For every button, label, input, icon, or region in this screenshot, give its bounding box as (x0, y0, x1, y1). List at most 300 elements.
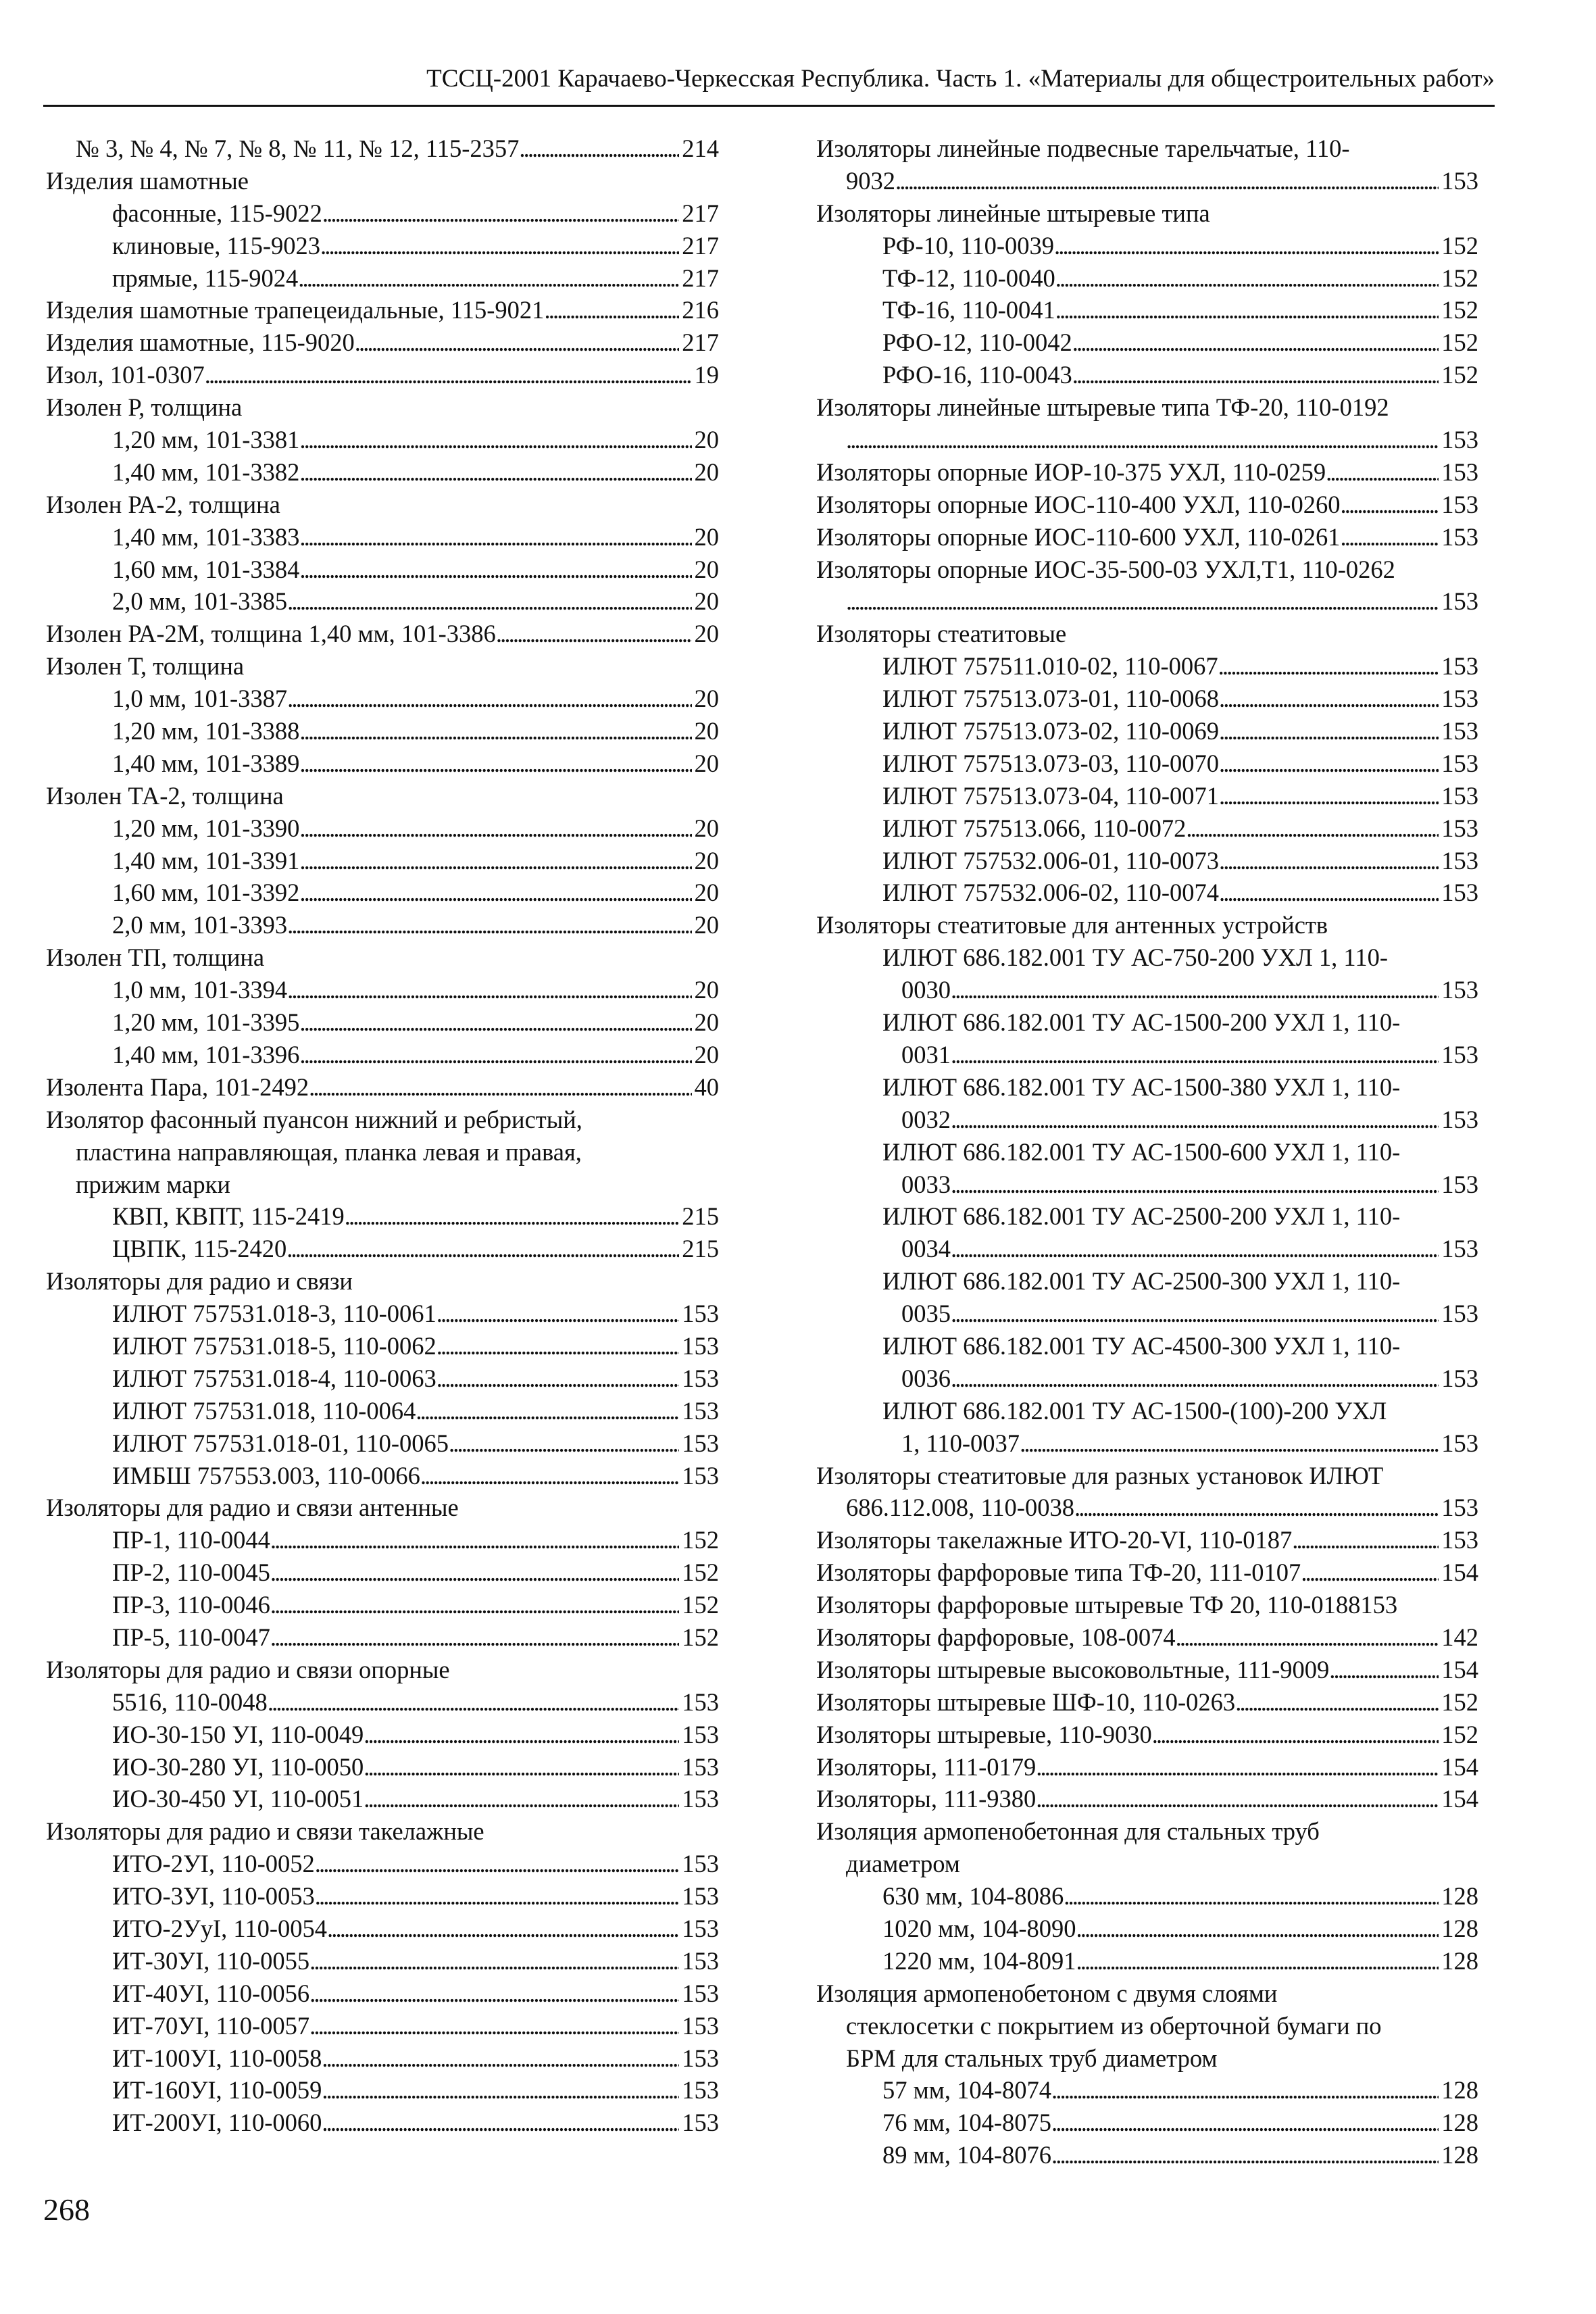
entry-page-number: 153 (1441, 1235, 1478, 1263)
dot-leader (519, 132, 679, 165)
index-entry (46, 1395, 719, 1427)
entry-text: Изолента Пара, 101-2492 (46, 1073, 309, 1101)
entry-page-number: 153 (1441, 1170, 1478, 1198)
entry-page-number: 153 (682, 2109, 719, 2137)
entry-text: 1, 110-0037 (901, 1429, 1020, 1457)
index-entry (46, 456, 719, 489)
entry-page-number: 20 (694, 620, 719, 648)
index-entry (816, 845, 1478, 877)
entry-text: Изоляторы линейные подвесные тарельчатые, 110- (816, 134, 1350, 162)
dot-leader (327, 1913, 679, 1945)
index-entry (816, 650, 1478, 683)
dot-leader (1054, 230, 1439, 262)
entry-text: прижим марки (76, 1170, 230, 1198)
index-entry (46, 812, 719, 845)
dot-leader (299, 521, 691, 553)
entry-page-number: 153 (682, 1396, 719, 1425)
index-entry (816, 1330, 1478, 1362)
index-entry (46, 489, 719, 521)
entry-text: Изолен РА-2, толщина (46, 490, 280, 518)
dot-leader (205, 359, 692, 391)
entry-text: 76 мм, 104-8075 (882, 2109, 1051, 2137)
dot-leader (355, 326, 680, 359)
index-entry (46, 1621, 719, 1654)
index-entry (816, 1654, 1478, 1686)
dot-leader (846, 424, 1439, 456)
entry-page-number: 20 (694, 426, 719, 454)
dot-leader (1051, 2107, 1439, 2139)
index-entry (816, 1006, 1478, 1039)
entry-text: ИЛЮТ 757531.018-01, 110-0065 (112, 1429, 449, 1457)
index-entry (46, 1492, 719, 1524)
dot-leader (951, 974, 1439, 1006)
entry-text: КВП, КВПТ, 115-2419 (112, 1202, 345, 1231)
entry-text: Изоляторы фарфоровые типа ТФ-20, 111-0107 (816, 1558, 1301, 1587)
index-entry (46, 1848, 719, 1880)
index-entry (46, 2074, 719, 2107)
entry-page-number: 216 (682, 296, 719, 324)
entry-text: прямые, 115-9024 (112, 264, 299, 292)
entry-text: ИТ-200УI, 110-0060 (112, 2109, 322, 2137)
index-entry (46, 1006, 719, 1039)
entry-page-number: 153 (682, 1688, 719, 1716)
entry-text: ИО-30-450 УI, 110-0051 (112, 1785, 364, 1813)
index-entry (816, 1783, 1478, 1815)
entry-text: Изоляторы фарфоровые штыревые ТФ 20, 110-0188153 (816, 1591, 1398, 1619)
index-entry (816, 1200, 1478, 1233)
entry-text: ПР-3, 110-0046 (112, 1591, 270, 1619)
entry-text: 1020 мм, 104-8090 (882, 1914, 1076, 1942)
dot-leader (364, 1783, 679, 1815)
index-column-right (816, 132, 1478, 2171)
entry-text: ИТ-160УI, 110-0059 (112, 2076, 322, 2104)
index-entry (46, 1362, 719, 1395)
entry-text: ИЛЮТ 757532.006-02, 110-0074 (882, 879, 1219, 907)
dot-leader (1219, 780, 1439, 812)
index-entry (46, 391, 719, 424)
index-entry (816, 165, 1478, 197)
entry-text: ИО-30-280 УI, 110-0050 (112, 1752, 364, 1781)
entry-text: 686.112.008, 110-0038 (846, 1494, 1074, 1522)
dot-leader (951, 1168, 1439, 1201)
entry-page-number: 152 (1441, 296, 1478, 324)
entry-page-number: 20 (694, 749, 719, 777)
entry-page-number: 153 (682, 1429, 719, 1457)
dot-leader (299, 845, 691, 877)
entry-text: Изоляция армопенобетоном с двумя слоями (816, 1979, 1278, 2007)
index-entry (816, 262, 1478, 295)
index-entry (46, 845, 719, 877)
index-entry (816, 1848, 1478, 1880)
dot-leader (299, 1039, 691, 1071)
dot-leader (1051, 2074, 1439, 2107)
entry-text: ИТО-2УI, 110-0052 (112, 1850, 315, 1878)
dot-leader (268, 1686, 679, 1719)
dot-leader (287, 683, 691, 715)
entry-text: 1,40 мм, 101-3396 (112, 1040, 300, 1068)
dot-leader (320, 230, 679, 262)
entry-text: ИТ-70УI, 110-0057 (112, 2011, 310, 2040)
dot-leader (322, 2042, 679, 2075)
dot-leader (298, 262, 679, 295)
index-entry (816, 1977, 1478, 2010)
index-entry (46, 1686, 719, 1719)
index-entry (46, 1168, 719, 1201)
entry-page-number: 153 (1441, 587, 1478, 616)
entry-text: диаметром (846, 1850, 960, 1878)
index-entry (816, 1751, 1478, 1783)
entry-text: Изол, 101-0307 (46, 361, 205, 389)
entry-text: 1,20 мм, 101-3388 (112, 717, 300, 745)
dot-leader (322, 2074, 679, 2107)
index-entry (46, 294, 719, 326)
dot-leader (1076, 1913, 1439, 1945)
dot-leader (1340, 489, 1439, 521)
index-entry (46, 2107, 719, 2139)
entry-text: Изоляторы опорные ИОС-35-500-03 УХЛ,Т1, 110-0262 (816, 555, 1395, 583)
entry-text: 1,0 мм, 101-3394 (112, 976, 288, 1004)
entry-page-number: 152 (682, 1591, 719, 1619)
index-entry (816, 2139, 1478, 2171)
entry-page-number: 153 (1441, 846, 1478, 875)
entry-page-number: 20 (694, 1040, 719, 1068)
dot-leader (846, 585, 1439, 618)
dot-leader (364, 1751, 679, 1783)
entry-page-number: 153 (682, 1914, 719, 1942)
entry-page-number: 20 (694, 717, 719, 745)
entry-page-number: 153 (1441, 1300, 1478, 1328)
entry-page-number: 153 (682, 1461, 719, 1490)
entry-page-number: 153 (682, 1331, 719, 1360)
entry-text: 0030 (901, 976, 951, 1004)
dot-leader (322, 2107, 679, 2139)
entry-text: Изоляторы, 111-9380 (816, 1785, 1037, 1813)
entry-page-number: 153 (682, 1946, 719, 1975)
index-entry (816, 1945, 1478, 1977)
index-entry (46, 909, 719, 941)
dot-leader (496, 618, 692, 650)
dot-leader (1036, 1783, 1439, 1815)
entry-page-number: 153 (1441, 522, 1478, 551)
index-entry (816, 1815, 1478, 1848)
entry-text: ИЛЮТ 757513.066, 110-0072 (882, 814, 1187, 842)
entry-text: № 3, № 4, № 7, № 8, № 11, № 12, 115-2357 (76, 134, 520, 162)
entry-page-number: 153 (1441, 166, 1478, 195)
index-entry (816, 1880, 1478, 1913)
dot-leader (1219, 845, 1439, 877)
index-entry (46, 941, 719, 974)
entry-text: ИЛЮТ 686.182.001 ТУ АС-1500-380 УХЛ 1, 110- (882, 1073, 1401, 1101)
index-entry (46, 1136, 719, 1168)
entry-text: ИЛЮТ 757513.073-01, 110-0068 (882, 685, 1219, 713)
entry-page-number: 19 (694, 361, 719, 389)
entry-text: фасонные, 115-9022 (112, 199, 322, 227)
header-rule (43, 105, 1495, 107)
index-entry (46, 683, 719, 715)
dot-leader (270, 1621, 679, 1654)
dot-leader (951, 1362, 1439, 1395)
dot-leader (1329, 1654, 1439, 1686)
entry-page-number: 153 (682, 1979, 719, 2007)
entry-text: 1,40 мм, 101-3382 (112, 458, 300, 486)
index-entry (816, 974, 1478, 1006)
entry-page-number: 154 (1441, 1558, 1478, 1587)
index-entry (46, 132, 719, 165)
entry-text: Изоляторы фарфоровые, 108-0074 (816, 1623, 1176, 1651)
entry-page-number: 20 (694, 587, 719, 616)
entry-text: пластина направляющая, планка левая и правая, (76, 1137, 582, 1166)
entry-text: 1,40 мм, 101-3389 (112, 749, 300, 777)
index-entry (46, 1298, 719, 1330)
dot-leader (449, 1427, 679, 1460)
entry-page-number: 153 (1441, 1429, 1478, 1457)
index-entry (46, 1589, 719, 1621)
index-entry (46, 1460, 719, 1492)
entry-text: Изоляторы линейные штыревые типа ТФ-20, 110-0192 (816, 393, 1389, 422)
entry-text: Изолен Р, толщина (46, 393, 243, 422)
entry-text: ТФ-12, 110-0040 (882, 264, 1055, 292)
entry-page-number: 153 (682, 1364, 719, 1392)
index-entry (46, 747, 719, 780)
index-entry (816, 2042, 1478, 2075)
index-entry (46, 197, 719, 230)
dot-leader (270, 1556, 679, 1589)
dot-leader (544, 294, 679, 326)
dot-leader (1076, 1945, 1439, 1977)
index-entry (816, 1104, 1478, 1136)
dot-leader (299, 1006, 691, 1039)
dot-leader (1055, 294, 1439, 326)
dot-leader (309, 1945, 679, 1977)
index-entry (816, 230, 1478, 262)
entry-page-number: 214 (682, 134, 719, 162)
entry-text: Изолен Т, толщина (46, 652, 245, 681)
entry-text: Изделия шамотные трапецеидальные, 115-9021 (46, 296, 545, 324)
index-entry (816, 941, 1478, 974)
index-entry (816, 553, 1478, 586)
entry-page-number: 153 (1441, 652, 1478, 681)
index-entry (816, 1362, 1478, 1395)
entry-page-number: 153 (1441, 814, 1478, 842)
dot-leader (1051, 2139, 1439, 2171)
index-entry (816, 909, 1478, 941)
index-entry (46, 1039, 719, 1071)
dot-leader (1072, 359, 1439, 391)
index-entry (816, 489, 1478, 521)
entry-text: 1,60 мм, 101-3384 (112, 555, 300, 583)
entry-text: Изоляторы такелажные ИТО-20-VI, 110-0187 (816, 1526, 1293, 1554)
entry-page-number: 20 (694, 685, 719, 713)
dot-leader (315, 1880, 680, 1913)
entry-text: ИТ-30УI, 110-0055 (112, 1946, 310, 1975)
entry-page-number: 154 (1441, 1785, 1478, 1813)
index-entry (46, 780, 719, 812)
entry-text: 2,0 мм, 101-3393 (112, 911, 288, 939)
entry-text: Изоляторы опорные ИОР-10-375 УХЛ, 110-0259 (816, 458, 1326, 486)
entry-page-number: 20 (694, 911, 719, 939)
entry-page-number: 20 (694, 555, 719, 583)
index-entry (816, 747, 1478, 780)
entry-page-number: 20 (694, 522, 719, 551)
dot-leader (1219, 715, 1439, 747)
entry-text: Изоляторы опорные ИОС-110-400 УХЛ, 110-0260 (816, 490, 1341, 518)
dot-leader (299, 553, 691, 586)
entry-page-number: 20 (694, 846, 719, 875)
dot-leader (951, 1233, 1439, 1265)
entry-text: Изоляторы стеатитовые для разных установок ИЛЮТ (816, 1461, 1384, 1490)
dot-leader (1152, 1719, 1439, 1751)
index-entry (816, 456, 1478, 489)
entry-text: Изолен РА-2М, толщина 1,40 мм, 101-3386 (46, 620, 496, 648)
index-entry (816, 877, 1478, 909)
entry-text: Изоляторы штыревые ШФ-10, 110-0263 (816, 1688, 1236, 1716)
entry-page-number: 142 (1441, 1623, 1478, 1651)
dot-leader (895, 165, 1439, 197)
entry-text: Изоляторы опорные ИОС-110-600 УХЛ, 110-0261 (816, 522, 1341, 551)
index-entry (46, 359, 719, 391)
index-column-left (46, 132, 719, 2139)
entry-text: 0033 (901, 1170, 951, 1198)
entry-page-number: 153 (1441, 781, 1478, 810)
index-entry (816, 1524, 1478, 1556)
dot-leader (299, 424, 691, 456)
index-entry (46, 1427, 719, 1460)
entry-text: ПР-1, 110-0044 (112, 1526, 270, 1554)
page-number: 268 (43, 2192, 90, 2227)
entry-page-number: 128 (1441, 2076, 1478, 2104)
entry-text: ИЛЮТ 686.182.001 ТУ АС-1500-200 УХЛ 1, 110- (882, 1008, 1401, 1037)
entry-page-number: 154 (1441, 1655, 1478, 1683)
entry-text: ИЛЮТ 757531.018-5, 110-0062 (112, 1331, 437, 1360)
entry-page-number: 20 (694, 814, 719, 842)
index-entry (816, 294, 1478, 326)
index-entry (816, 1168, 1478, 1201)
running-header: ТССЦ-2001 Карачаево-Черкесская Республика. Часть 1. «Материалы для общестроительных работ» (426, 65, 1495, 93)
index-entry (46, 1945, 719, 1977)
entry-text: Изоляторы стеатитовые (816, 620, 1067, 648)
entry-text: 1,40 мм, 101-3391 (112, 846, 300, 875)
index-entry (816, 1298, 1478, 1330)
entry-page-number: 153 (682, 2011, 719, 2040)
index-entry (816, 2074, 1478, 2107)
dot-leader (322, 197, 679, 230)
dot-leader (437, 1298, 680, 1330)
index-entry (46, 2042, 719, 2075)
entry-text: ИМБШ 757553.003, 110-0066 (112, 1461, 420, 1490)
index-entry (46, 2010, 719, 2042)
entry-page-number: 20 (694, 458, 719, 486)
entry-text: 1,40 мм, 101-3383 (112, 522, 300, 551)
dot-leader (951, 1039, 1439, 1071)
index-entry (816, 715, 1478, 747)
entry-text: 89 мм, 104-8076 (882, 2141, 1051, 2169)
index-entry (816, 1492, 1478, 1524)
entry-text: Изоляторы штыревые высоковольтные, 111-9009 (816, 1655, 1330, 1683)
index-entry (46, 230, 719, 262)
entry-text: 0034 (901, 1235, 951, 1263)
entry-text: ИЛЮТ 686.182.001 ТУ АС-1500-(100)-200 УХЛ (882, 1396, 1387, 1425)
dot-leader (1064, 1880, 1439, 1913)
entry-page-number: 153 (1441, 1105, 1478, 1133)
index-entry (46, 521, 719, 553)
index-entry (46, 1751, 719, 1783)
entry-text: ИТО-3УI, 110-0053 (112, 1882, 315, 1911)
entry-text: 1,20 мм, 101-3390 (112, 814, 300, 842)
dot-leader (1340, 521, 1439, 553)
entry-text: ИЛЮТ 757513.073-04, 110-0071 (882, 781, 1219, 810)
entry-text: ИЛЮТ 686.182.001 ТУ АС-4500-300 УХЛ 1, 110- (882, 1331, 1401, 1360)
index-entry (816, 1136, 1478, 1168)
index-entry (46, 1556, 719, 1589)
index-entry (816, 1395, 1478, 1427)
entry-page-number: 153 (1441, 1040, 1478, 1068)
entry-text: ТФ-16, 110-0041 (882, 296, 1055, 324)
entry-page-number: 152 (1441, 1688, 1478, 1716)
index-entry (816, 1265, 1478, 1298)
dot-leader (416, 1395, 679, 1427)
dot-leader (1036, 1751, 1439, 1783)
dot-leader (1176, 1621, 1439, 1654)
dot-leader (299, 747, 691, 780)
index-entry (46, 1200, 719, 1233)
entry-page-number: 153 (682, 2044, 719, 2072)
entry-page-number: 153 (1441, 1494, 1478, 1522)
dot-leader (1292, 1524, 1439, 1556)
dot-leader (309, 1977, 679, 2010)
index-entry (816, 1621, 1478, 1654)
index-entry (816, 585, 1478, 618)
index-entry (816, 812, 1478, 845)
entry-page-number: 153 (682, 1752, 719, 1781)
index-entry (46, 1524, 719, 1556)
index-entry (816, 780, 1478, 812)
dot-leader (437, 1362, 680, 1395)
dot-leader (309, 2010, 679, 2042)
index-entry (46, 650, 719, 683)
dot-leader (270, 1524, 679, 1556)
entry-text: 1,20 мм, 101-3395 (112, 1008, 300, 1037)
dot-leader (951, 1298, 1439, 1330)
dot-leader (951, 1104, 1439, 1136)
entry-text: 1,0 мм, 101-3387 (112, 685, 288, 713)
entry-text: ИТ-40УI, 110-0056 (112, 1979, 310, 2007)
index-entry (816, 2107, 1478, 2139)
dot-leader (1020, 1427, 1439, 1460)
index-entry (46, 1071, 719, 1104)
entry-text: 5516, 110-0048 (112, 1688, 268, 1716)
entry-text: Изделия шамотные (46, 166, 249, 195)
index-entry (816, 391, 1478, 424)
index-entry (46, 1233, 719, 1265)
entry-text: Изоляторы, 111-0179 (816, 1752, 1037, 1781)
entry-page-number: 153 (682, 1300, 719, 1328)
entry-text: ПР-2, 110-0045 (112, 1558, 270, 1587)
dot-leader (270, 1589, 679, 1621)
index-entry (816, 1071, 1478, 1104)
index-entry (46, 1265, 719, 1298)
entry-page-number: 153 (682, 1882, 719, 1911)
entry-text: 1220 мм, 104-8091 (882, 1946, 1076, 1975)
entry-text: клиновые, 115-9023 (112, 231, 321, 260)
entry-text: 1,20 мм, 101-3381 (112, 426, 300, 454)
dot-leader (315, 1848, 680, 1880)
index-entry (46, 262, 719, 295)
entry-page-number: 153 (1441, 458, 1478, 486)
entry-text: ИЛЮТ 686.182.001 ТУ АС-750-200 УХЛ 1, 110- (882, 943, 1388, 972)
index-entry (816, 1039, 1478, 1071)
entry-text: ИЛЮТ 757531.018-4, 110-0063 (112, 1364, 437, 1392)
entry-page-number: 152 (682, 1558, 719, 1587)
